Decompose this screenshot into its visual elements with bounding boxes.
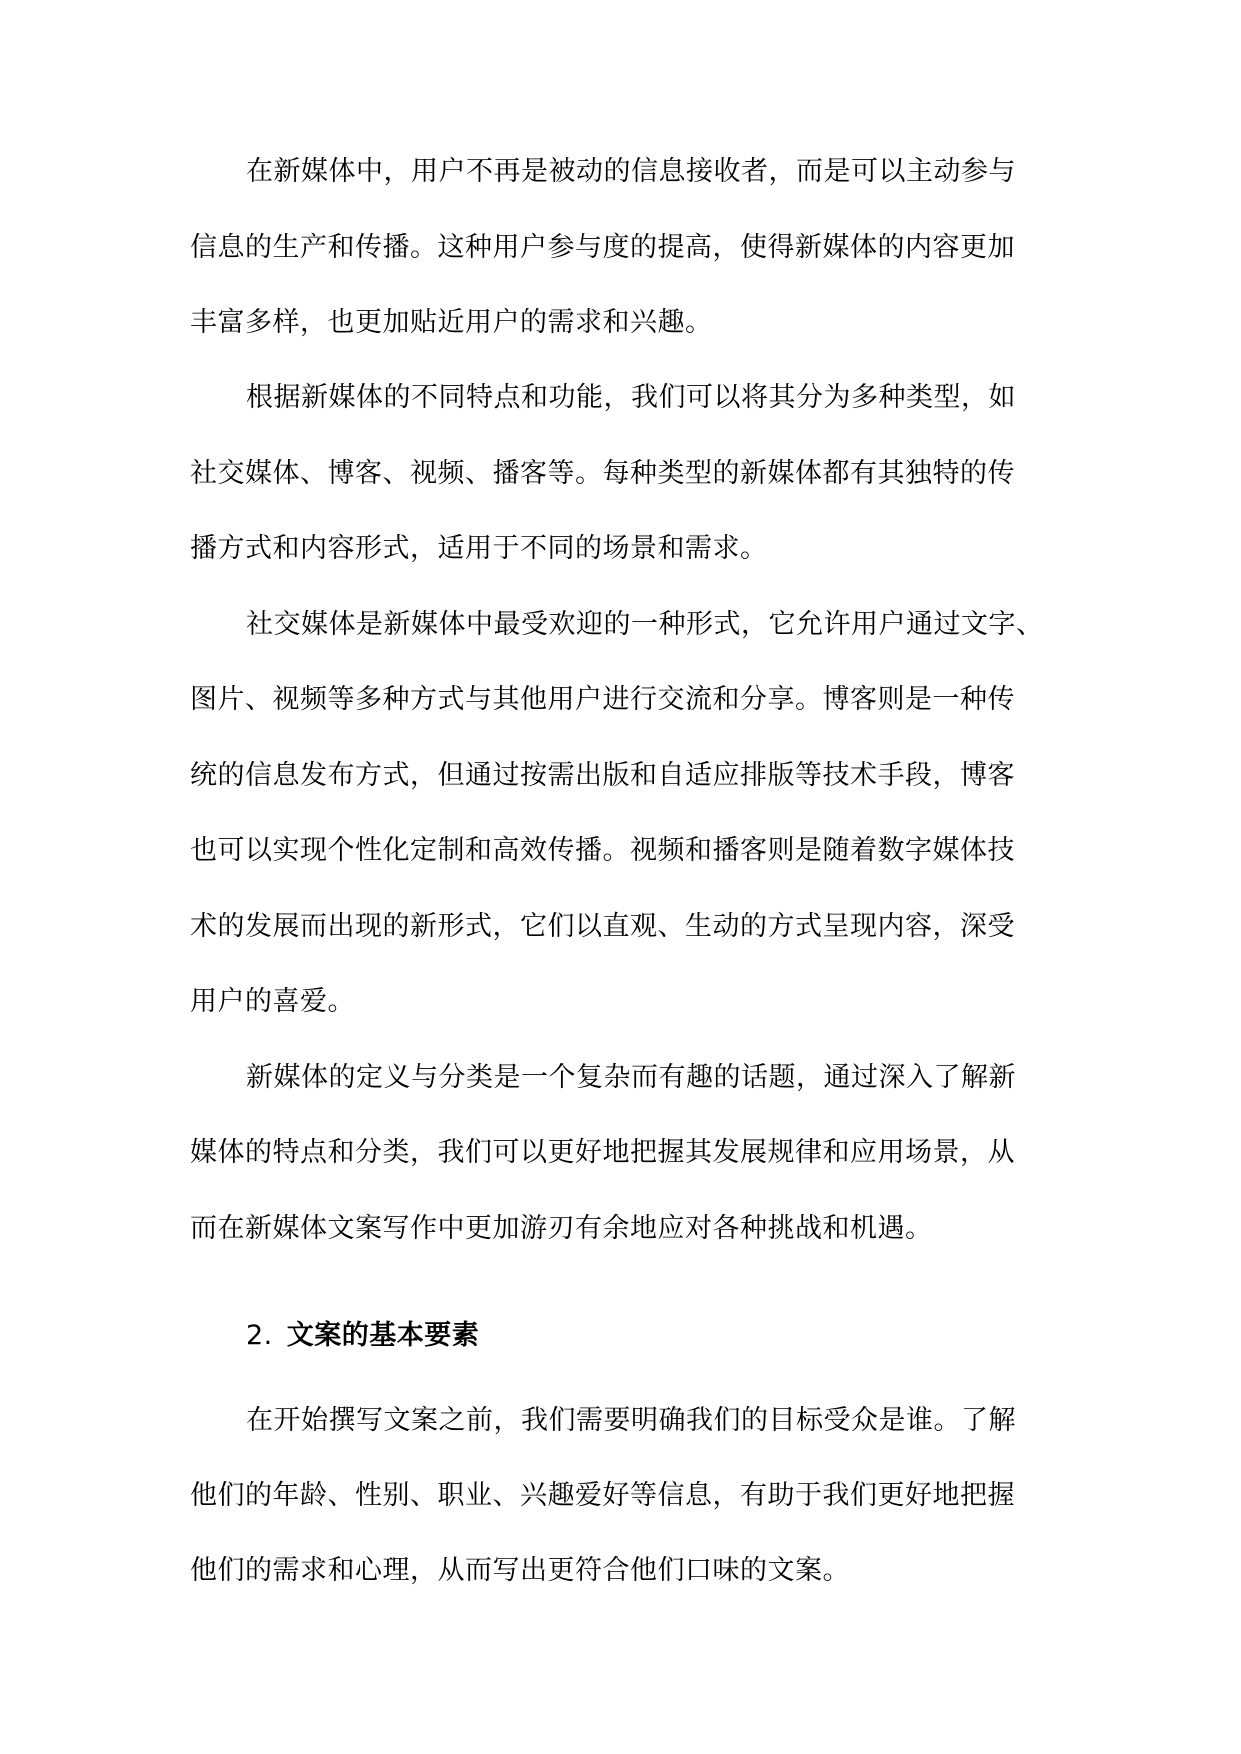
paragraph-3-line-1: 社交媒体是新媒体中最受欢迎的一种形式，它允许用户通过文字、	[246, 609, 1044, 640]
paragraph-1-line-1: 在新媒体中，用户不再是被动的信息接收者，而是可以主动参与	[246, 156, 1016, 187]
paragraph-5-line-1: 在开始撰写文案之前，我们需要明确我们的目标受众是谁。了解	[246, 1405, 1016, 1436]
paragraph-2-line-1: 根据新媒体的不同特点和功能，我们可以将其分为多种类型，如	[246, 382, 1016, 413]
section-title: 文案的基本要素	[286, 1320, 480, 1351]
paragraph-5-line-2: 他们的年龄、性别、职业、兴趣爱好等信息，有助于我们更好地把握	[190, 1480, 1015, 1511]
paragraph-4-line-2: 媒体的特点和分类，我们可以更好地把握其发展规律和应用场景，从	[190, 1137, 1015, 1168]
paragraph-2-line-2: 社交媒体、博客、视频、播客等。每种类型的新媒体都有其独特的传	[190, 458, 1015, 489]
paragraph-2-line-3: 播方式和内容形式，适用于不同的场景和需求。	[190, 533, 768, 564]
paragraph-3-line-2: 图片、视频等多种方式与其他用户进行交流和分享。博客则是一种传	[190, 684, 1015, 715]
paragraph-3-line-4: 也可以实现个性化定制和高效传播。视频和播客则是随着数字媒体技	[190, 835, 1015, 866]
section-heading	[246, 1316, 1070, 1356]
paragraph-1-line-2: 信息的生产和传播。这种用户参与度的提高，使得新媒体的内容更加	[190, 232, 1015, 263]
paragraph-4-line-3: 而在新媒体文案写作中更加游刃有余地应对各种挑战和机遇。	[190, 1213, 933, 1244]
paragraph-5-line-3: 他们的需求和心理，从而写出更符合他们口味的文案。	[190, 1555, 850, 1586]
paragraph-3-line-3: 统的信息发布方式，但通过按需出版和自适应排版等技术手段，博客	[190, 760, 1015, 791]
section-number: 2.	[246, 1320, 273, 1351]
paragraph-3-line-5: 术的发展而出现的新形式，它们以直观、生动的方式呈现内容，深受	[190, 911, 1015, 942]
paragraph-3-line-6: 用户的喜爱。	[190, 986, 355, 1017]
paragraph-4-line-1: 新媒体的定义与分类是一个复杂而有趣的话题，通过深入了解新	[246, 1062, 1016, 1093]
paragraph-1-line-3: 丰富多样，也更加贴近用户的需求和兴趣。	[190, 307, 713, 338]
